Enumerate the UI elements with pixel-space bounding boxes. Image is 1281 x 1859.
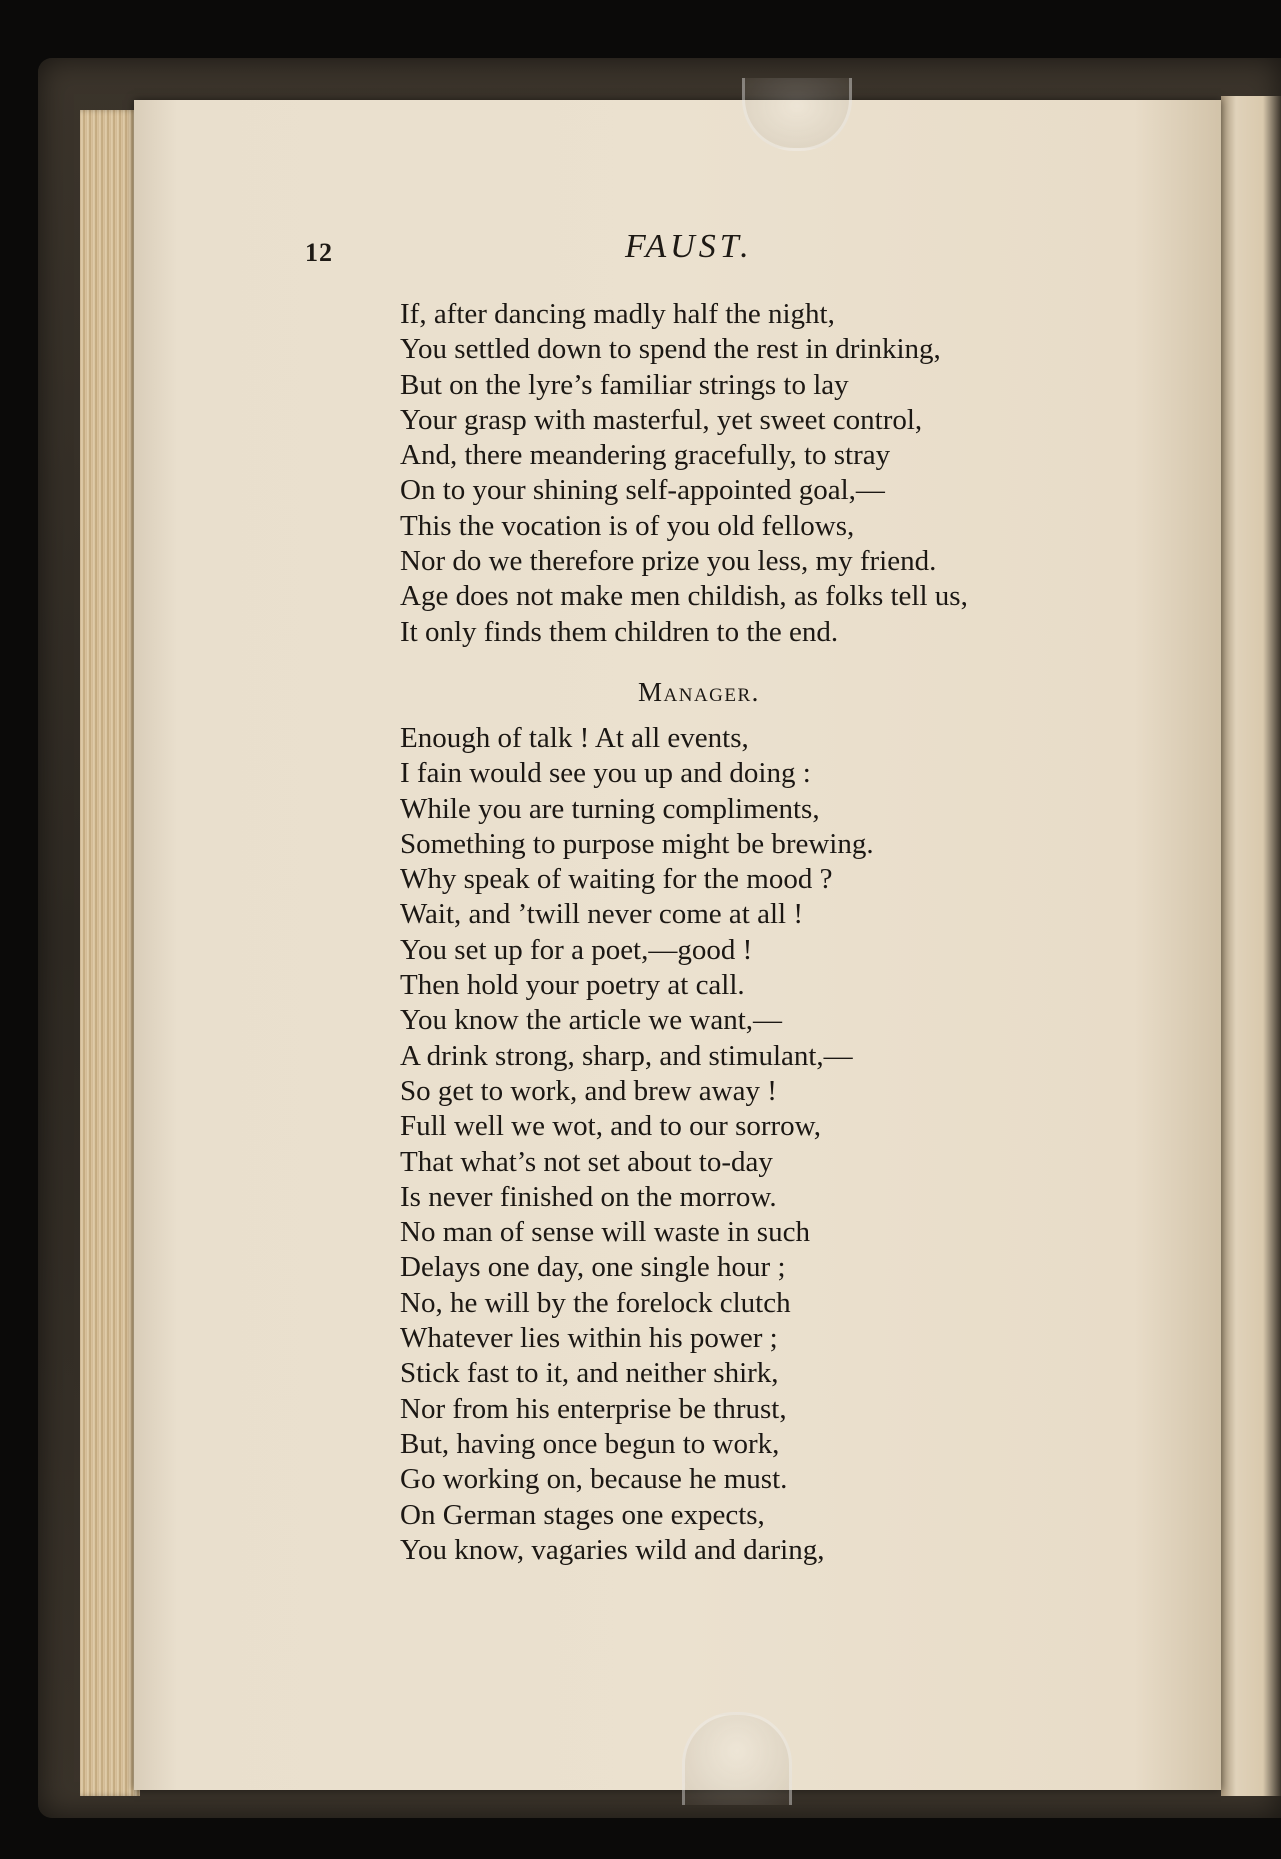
verse-line: Wait, and ’twill never come at all ! xyxy=(400,898,803,931)
verse-line: Delays one day, one single hour ; xyxy=(400,1251,786,1284)
verse-line: Your grasp with masterful, yet sweet control, xyxy=(400,403,923,436)
verse-line: But on the lyre’s familiar strings to lay xyxy=(400,368,849,401)
verse-line: Why speak of waiting for the mood ? xyxy=(400,863,833,896)
verse-line: No man of sense will waste in such xyxy=(400,1216,810,1249)
verse-line: Go working on, because he must. xyxy=(400,1463,788,1496)
verse-line: On to your shining self-appointed goal,— xyxy=(400,474,885,507)
verse-line: If, after dancing madly half the night, xyxy=(400,298,835,330)
verse-line: Nor from his enterprise be thrust, xyxy=(400,1392,787,1425)
verse-line: I fain would see you up and doing : xyxy=(400,757,811,790)
verse-line: Something to purpose might be brewing. xyxy=(400,827,874,860)
verse-line: You settled down to spend the rest in drinking, xyxy=(400,333,941,366)
facing-page-edge xyxy=(1221,96,1281,1796)
page-edges xyxy=(80,110,140,1796)
verse-line: Enough of talk ! At all events, xyxy=(400,722,749,754)
speaker-heading: Manager. xyxy=(638,677,760,707)
verse-line: No, he will by the forelock clutch xyxy=(400,1286,791,1319)
verse-line: Nor do we therefore prize you less, my friend. xyxy=(400,545,937,578)
page-number: 12 xyxy=(305,238,333,267)
verse-line: Whatever lies within his power ; xyxy=(400,1322,778,1355)
verse-line: You know the article we want,— xyxy=(400,1004,783,1037)
verse-line: On German stages one expects, xyxy=(400,1498,765,1531)
verse-line: This the vocation is of you old fellows, xyxy=(400,509,855,542)
verse-line: While you are turning compliments, xyxy=(400,792,820,825)
verse-line: But, having once begun to work, xyxy=(400,1427,780,1460)
page-clip-bottom xyxy=(682,1712,792,1805)
verse-line: Then hold your poetry at call. xyxy=(400,969,745,1002)
verse-line: Is never finished on the morrow. xyxy=(400,1180,777,1213)
verse-line: You know, vagaries wild and daring, xyxy=(400,1533,825,1566)
verse-line: Age does not make men childish, as folks tell us, xyxy=(400,580,968,613)
verse-line: And, there meandering gracefully, to stray xyxy=(400,439,891,472)
verse-line: So get to work, and brew away ! xyxy=(400,1074,777,1107)
running-title: FAUST. xyxy=(625,228,753,265)
verse-line: It only finds them children to the end. xyxy=(400,615,839,648)
verse-block-2 xyxy=(400,721,1120,1568)
verse-line: You set up for a poet,—good ! xyxy=(400,933,753,966)
verse-line: A drink strong, sharp, and stimulant,— xyxy=(400,1039,853,1072)
verse-line: Stick fast to it, and neither shirk, xyxy=(400,1357,779,1390)
verse-line: That what’s not set about to-day xyxy=(400,1145,773,1178)
verse-line: Full well we wot, and to our sorrow, xyxy=(400,1110,821,1143)
verse-block-1 xyxy=(400,297,1120,650)
